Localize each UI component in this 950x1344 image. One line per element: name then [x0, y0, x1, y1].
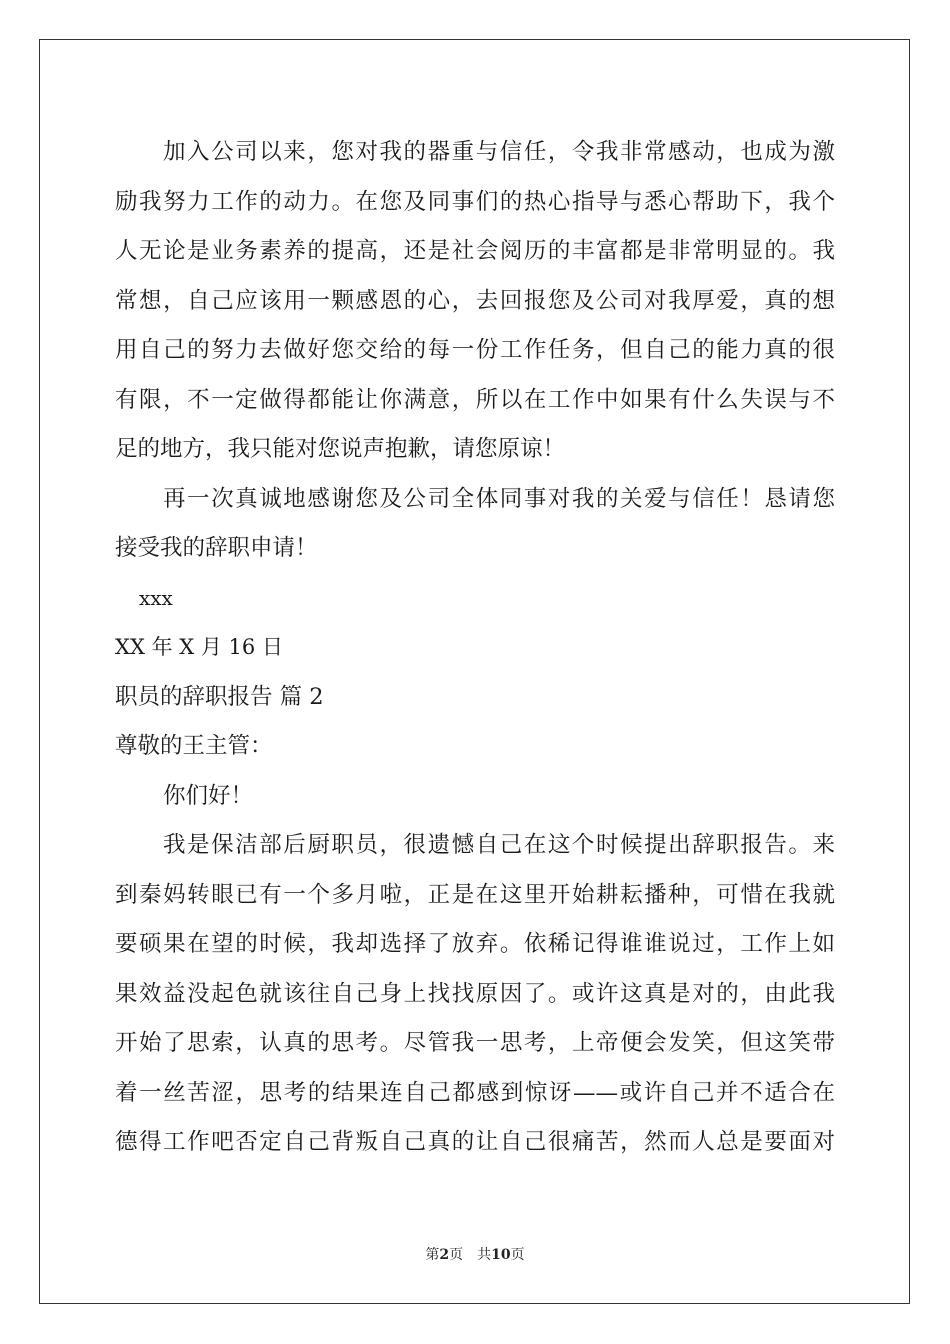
page-suffix: 页 — [449, 1247, 464, 1263]
text-line: 足的地方，我只能对您说声抱歉，请您原谅！ — [115, 436, 566, 462]
total-pages: 10 — [491, 1247, 511, 1263]
text-line: 接受我的辞职申请！ — [115, 535, 318, 561]
text-line: 开始了思索，认真的思考。尽管我一思考，上帝便会发笑，但这笑带 — [115, 1030, 835, 1056]
page-prefix: 第 — [425, 1247, 440, 1263]
text-line: 到秦妈转眼已有一个多月啦，正是在这里开始耕耘播种，可惜在我就 — [115, 881, 835, 908]
text-line: 人无论是业务素养的提高，还是社会阅历的丰富都是非常明显的。我 — [115, 238, 835, 264]
paragraph — [115, 475, 835, 574]
salutation: 尊敬的王主管： — [115, 733, 273, 759]
paragraph — [115, 128, 835, 475]
date: XX 年 X 月 16 日 — [115, 635, 283, 659]
text-line: 加入公司以来，您对我的器重与信任，令我非常感动，也成为激 — [163, 139, 835, 165]
total-prefix: 共 — [477, 1247, 492, 1263]
text-line: 有限，不一定做得都能让你满意，所以在工作中如果有什么失误与不 — [115, 386, 835, 413]
text-line: 再一次真诚地感谢您及公司全体同事对我的关爱与信任！恳请您 — [163, 485, 835, 512]
signature: xxx — [139, 585, 173, 610]
section-title: 职员的辞职报告 篇 2 — [115, 683, 324, 710]
text-line: 我是保洁部后厨职员，很遗憾自己在这个时候提出辞职报告。来 — [163, 832, 835, 858]
page-number: 2 — [439, 1247, 450, 1263]
page-footer — [0, 1245, 950, 1265]
text-line: 果效益没起色就该往自己身上找找原因了。或许这真是对的，由此我 — [115, 980, 835, 1007]
text-line: 励我努力工作的动力。在您及同事们的热心指导与悉心帮助下，我个 — [115, 188, 835, 215]
greeting: 你们好！ — [163, 782, 254, 809]
text-line: 用自己的努力去做好您交给的每一份工作任务，但自己的能力真的很 — [115, 337, 835, 363]
text-line: 着一丝苦涩，思考的结果连自己都感到惊讶——或许自己并不适合在 — [115, 1079, 835, 1106]
text-line: 要硕果在望的时候，我却选择了放弃。依稀记得谁谁说过，工作上如 — [115, 931, 835, 957]
text-line: 德得工作吧否定自己背叛自己真的让自己很痛苦，然而人总是要面对 — [115, 1129, 835, 1155]
document-body — [115, 128, 835, 1168]
total-suffix: 页 — [510, 1247, 525, 1263]
paragraph — [115, 821, 835, 1168]
text-line: 常想，自己应该用一颗感恩的心，去回报您及公司对我厚爱，真的想 — [115, 287, 835, 314]
